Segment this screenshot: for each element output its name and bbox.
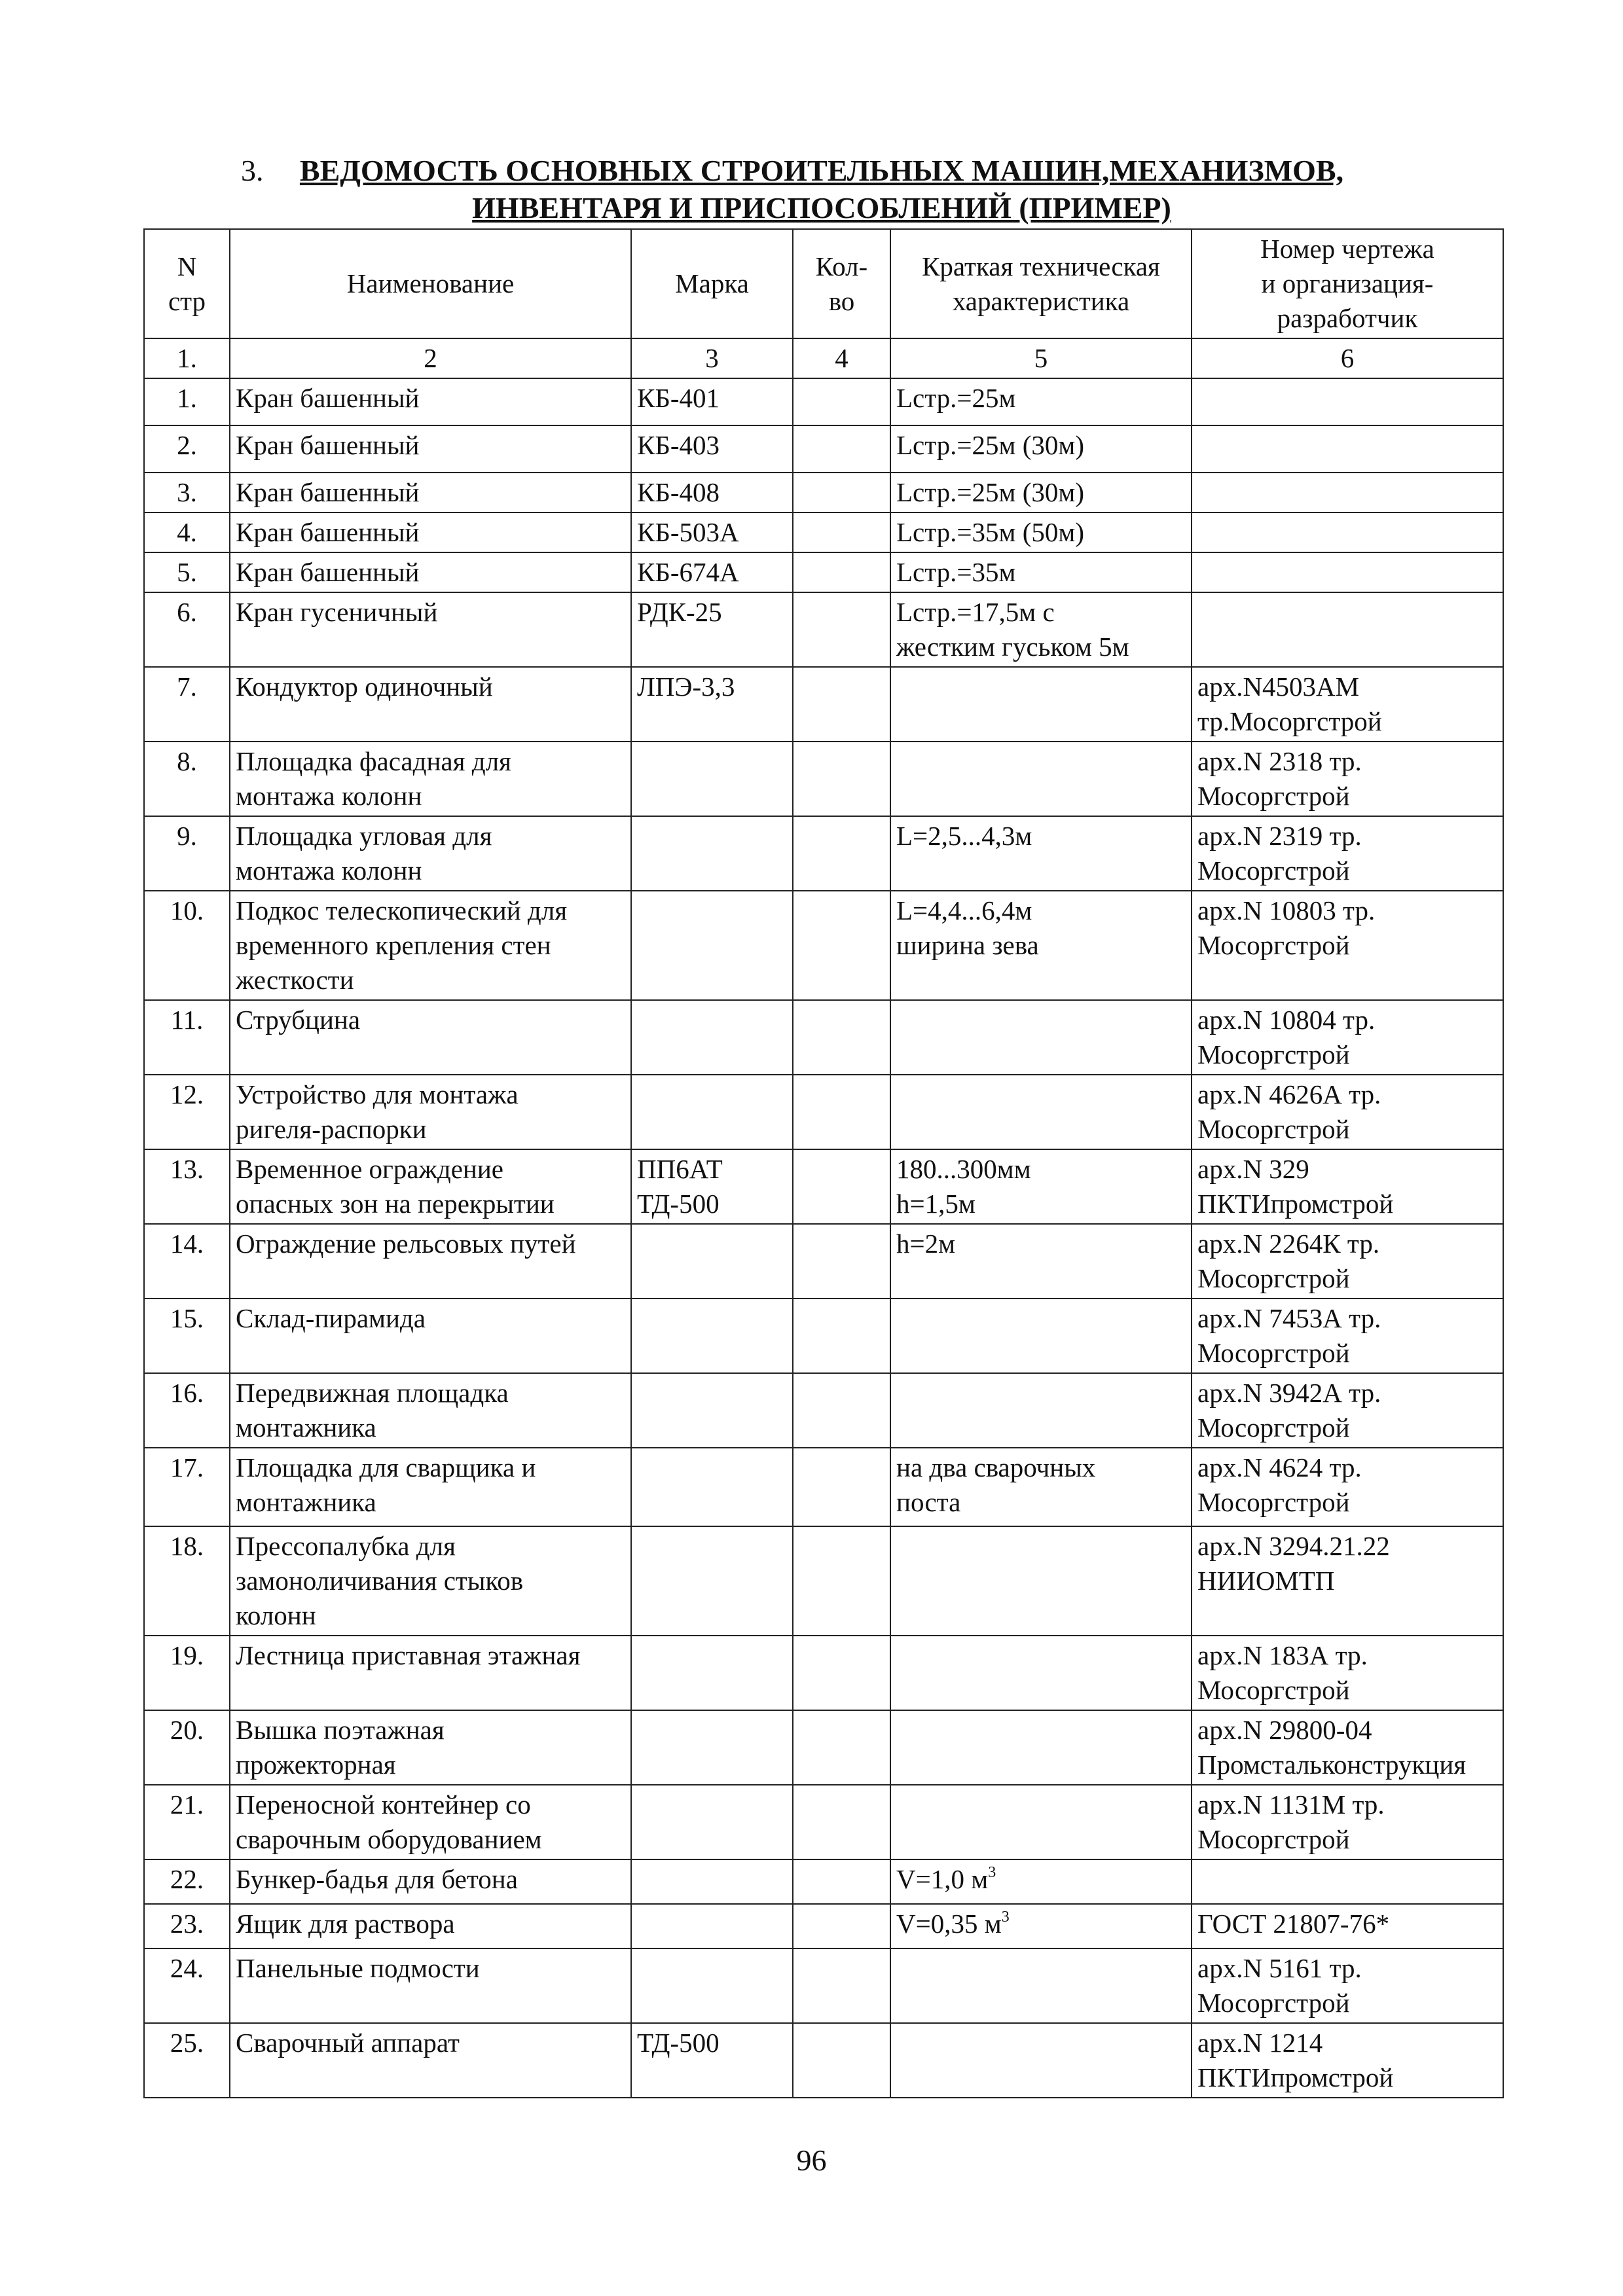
row-spec [890, 1000, 1192, 1075]
row-name: Временное ограждение опасных зон на перекрытии [230, 1149, 631, 1224]
column-number: 4 [793, 338, 890, 378]
table-body [144, 378, 1503, 2098]
row-spec [890, 1948, 1192, 2023]
table-row [144, 1224, 1503, 1299]
row-name: Передвижная площадка монтажника [230, 1373, 631, 1448]
row-mark [631, 816, 793, 891]
table-row [144, 1710, 1503, 1785]
row-number: 7. [144, 667, 230, 742]
row-name: Лестница приставная этажная [230, 1636, 631, 1710]
row-spec [890, 742, 1192, 816]
row-number: 11. [144, 1000, 230, 1075]
row-drawing [1192, 512, 1503, 552]
row-drawing: арх.N 5161 тр. Мосоргстрой [1192, 1948, 1503, 2023]
row-mark: ТД-500 [631, 2023, 793, 2098]
row-name: Кран гусеничный [230, 592, 631, 667]
row-name: Устройство для монтажа ригеля-распорки [230, 1075, 631, 1149]
row-name: Вышка поэтажная прожекторная [230, 1710, 631, 1785]
row-spec [890, 1785, 1192, 1859]
row-mark [631, 1859, 793, 1904]
row-name: Площадка для сварщика и монтажника [230, 1448, 631, 1526]
row-mark [631, 1636, 793, 1710]
row-name: Площадка фасадная для монтажа колонн [230, 742, 631, 816]
row-name: Переносной контейнер со сварочным оборудованием [230, 1785, 631, 1859]
row-drawing: арх.N 2319 тр. Мосоргстрой [1192, 816, 1503, 891]
row-number: 18. [144, 1526, 230, 1636]
row-qty [793, 1710, 890, 1785]
table-row [144, 2023, 1503, 2098]
row-drawing: арх.N 4624 тр. Мосоргстрой [1192, 1448, 1503, 1526]
row-mark: КБ-401 [631, 378, 793, 425]
row-qty [793, 1075, 890, 1149]
row-mark [631, 742, 793, 816]
row-mark [631, 1526, 793, 1636]
row-name: Склад-пирамида [230, 1299, 631, 1373]
row-mark [631, 1948, 793, 2023]
row-qty [793, 1785, 890, 1859]
row-name: Кран башенный [230, 552, 631, 592]
row-spec: 180...300мм h=1,5м [890, 1149, 1192, 1224]
row-mark: РДК-25 [631, 592, 793, 667]
row-name: Площадка угловая для монтажа колонн [230, 816, 631, 891]
row-drawing [1192, 592, 1503, 667]
row-spec: h=2м [890, 1224, 1192, 1299]
row-spec [890, 1075, 1192, 1149]
row-name: Подкос телескопический для временного крепления стен жесткости [230, 891, 631, 1000]
row-mark [631, 1710, 793, 1785]
row-spec [890, 1710, 1192, 1785]
unit-superscript: 3 [988, 1864, 996, 1882]
row-qty [793, 1224, 890, 1299]
table-row [144, 1785, 1503, 1859]
row-qty [793, 1299, 890, 1373]
table-row [144, 425, 1503, 473]
row-drawing [1192, 552, 1503, 592]
row-number: 4. [144, 512, 230, 552]
row-qty [793, 592, 890, 667]
header-qty: Кол- во [793, 229, 890, 338]
table-row [144, 1859, 1503, 1904]
row-name: Кондуктор одиночный [230, 667, 631, 742]
row-mark [631, 1224, 793, 1299]
row-name: Кран башенный [230, 512, 631, 552]
table-row [144, 1149, 1503, 1224]
row-spec: Lстр.=17,5м с жестким гуськом 5м [890, 592, 1192, 667]
table-row [144, 742, 1503, 816]
row-qty [793, 1149, 890, 1224]
column-number: 2 [230, 338, 631, 378]
row-drawing: арх.N 29800-04 Промстальконструкция [1192, 1710, 1503, 1785]
row-qty [793, 1448, 890, 1526]
row-spec [890, 1636, 1192, 1710]
row-drawing: арх.N 183А тр. Мосоргстрой [1192, 1636, 1503, 1710]
page-number: 96 [796, 2144, 827, 2177]
row-qty [793, 1904, 890, 1948]
row-qty [793, 1636, 890, 1710]
page-title [151, 152, 1493, 226]
row-qty [793, 1373, 890, 1448]
equipment-table [143, 228, 1504, 2098]
header-drawing: Номер чертежа и организация- разработчик [1192, 229, 1503, 338]
row-qty [793, 1526, 890, 1636]
table-row [144, 1904, 1503, 1948]
row-qty [793, 742, 890, 816]
unit-superscript: 3 [1001, 1909, 1010, 1926]
row-spec: на два сварочных поста [890, 1448, 1192, 1526]
row-number: 5. [144, 552, 230, 592]
row-name: Прессопалубка для замоноличивания стыков колонн [230, 1526, 631, 1636]
row-mark [631, 1785, 793, 1859]
row-spec [890, 667, 1192, 742]
column-number: 3 [631, 338, 793, 378]
row-number: 8. [144, 742, 230, 816]
row-spec: L=4,4...6,4м ширина зева [890, 891, 1192, 1000]
row-number: 14. [144, 1224, 230, 1299]
header-num: N стр [144, 229, 230, 338]
row-mark: КБ-674А [631, 552, 793, 592]
column-number: 1. [144, 338, 230, 378]
row-mark [631, 1000, 793, 1075]
table-header [144, 229, 1503, 378]
row-drawing: арх.N4503АМ тр.Мосоргстрой [1192, 667, 1503, 742]
row-number: 1. [144, 378, 230, 425]
row-mark: КБ-503А [631, 512, 793, 552]
row-qty [793, 667, 890, 742]
row-spec [890, 1526, 1192, 1636]
row-mark [631, 1299, 793, 1373]
row-drawing: арх.N 329 ПКТИпромстрой [1192, 1149, 1503, 1224]
row-number: 3. [144, 473, 230, 512]
row-drawing: арх.N 10804 тр. Мосоргстрой [1192, 1000, 1503, 1075]
row-number: 15. [144, 1299, 230, 1373]
row-qty [793, 378, 890, 425]
row-number: 10. [144, 891, 230, 1000]
row-number: 25. [144, 2023, 230, 2098]
table-row [144, 1373, 1503, 1448]
table-row [144, 667, 1503, 742]
row-spec: V=1,0 $м^3$ [890, 1859, 1192, 1904]
row-number: 22. [144, 1859, 230, 1904]
row-spec: Lстр.=25м (30м) [890, 425, 1192, 473]
row-name: Бункер-бадья для бетона [230, 1859, 631, 1904]
row-drawing: ГОСТ 21807-76* [1192, 1904, 1503, 1948]
column-number: 6 [1192, 338, 1503, 378]
row-name: Кран башенный [230, 425, 631, 473]
table-row [144, 512, 1503, 552]
row-qty [793, 816, 890, 891]
row-number: 21. [144, 1785, 230, 1859]
title-line-2: ИНВЕНТАРЯ И ПРИСПОСОБЛЕНИЙ (ПРИМЕР) [472, 191, 1171, 224]
row-qty [793, 1859, 890, 1904]
table-row [144, 816, 1503, 891]
row-spec [890, 2023, 1192, 2098]
row-mark [631, 891, 793, 1000]
row-qty [793, 512, 890, 552]
row-drawing: арх.N 1131М тр. Мосоргстрой [1192, 1785, 1503, 1859]
table-row [144, 552, 1503, 592]
row-drawing: арх.N 2264К тр. Мосоргстрой [1192, 1224, 1503, 1299]
table-row [144, 1000, 1503, 1075]
table-row [144, 1948, 1503, 2023]
section-number: 3. [241, 154, 264, 187]
table-row [144, 1299, 1503, 1373]
header-row [144, 229, 1503, 338]
row-qty [793, 473, 890, 512]
row-qty [793, 552, 890, 592]
row-number: 24. [144, 1948, 230, 2023]
row-drawing: арх.N 10803 тр. Мосоргстрой [1192, 891, 1503, 1000]
row-number: 23. [144, 1904, 230, 1948]
table-row [144, 592, 1503, 667]
row-name: Кран башенный [230, 378, 631, 425]
row-spec: Lстр.=35м (50м) [890, 512, 1192, 552]
row-spec: Lстр.=25м [890, 378, 1192, 425]
row-number: 17. [144, 1448, 230, 1526]
row-mark: КБ-403 [631, 425, 793, 473]
row-name: Панельные подмости [230, 1948, 631, 2023]
row-drawing: арх.N 1214 ПКТИпромстрой [1192, 2023, 1503, 2098]
row-qty [793, 425, 890, 473]
row-drawing: арх.N 2318 тр. Мосоргстрой [1192, 742, 1503, 816]
table-row [144, 473, 1503, 512]
row-drawing: арх.N 4626А тр. Мосоргстрой [1192, 1075, 1503, 1149]
column-number-row [144, 338, 1503, 378]
row-drawing [1192, 378, 1503, 425]
row-drawing: арх.N 7453А тр. Мосоргстрой [1192, 1299, 1503, 1373]
row-name: Кран башенный [230, 473, 631, 512]
table-row [144, 1526, 1503, 1636]
row-drawing [1192, 425, 1503, 473]
table-row [144, 1636, 1503, 1710]
row-spec: V=0,35 $м^3$ [890, 1904, 1192, 1948]
row-name: Струбцина [230, 1000, 631, 1075]
row-number: 19. [144, 1636, 230, 1710]
row-mark [631, 1448, 793, 1526]
table-row [144, 891, 1503, 1000]
table-row [144, 1075, 1503, 1149]
header-spec: Краткая техническая характеристика [890, 229, 1192, 338]
table-row [144, 378, 1503, 425]
row-number: 2. [144, 425, 230, 473]
row-number: 20. [144, 1710, 230, 1785]
row-qty [793, 1000, 890, 1075]
column-number: 5 [890, 338, 1192, 378]
row-spec: Lстр.=25м (30м) [890, 473, 1192, 512]
row-qty [793, 2023, 890, 2098]
header-mark: Марка [631, 229, 793, 338]
row-drawing: арх.N 3942А тр. Мосоргстрой [1192, 1373, 1503, 1448]
table-row [144, 1448, 1503, 1526]
row-drawing [1192, 473, 1503, 512]
row-spec: L=2,5...4,3м [890, 816, 1192, 891]
row-number: 6. [144, 592, 230, 667]
row-drawing [1192, 1859, 1503, 1904]
row-qty [793, 891, 890, 1000]
row-spec [890, 1373, 1192, 1448]
row-drawing: арх.N 3294.21.22 НИИОМТП [1192, 1526, 1503, 1636]
row-mark: ЛПЭ-3,3 [631, 667, 793, 742]
title-line-1: ВЕДОМОСТЬ ОСНОВНЫХ СТРОИТЕЛЬНЫХ МАШИН,МЕХАНИЗМОВ, [299, 154, 1344, 187]
row-qty [793, 1948, 890, 2023]
row-number: 13. [144, 1149, 230, 1224]
row-name: Ящик для раствора [230, 1904, 631, 1948]
row-mark: ПП6АТ ТД-500 [631, 1149, 793, 1224]
header-name: Наименование [230, 229, 631, 338]
row-number: 12. [144, 1075, 230, 1149]
row-number: 16. [144, 1373, 230, 1448]
row-mark [631, 1075, 793, 1149]
row-mark: КБ-408 [631, 473, 793, 512]
row-name: Сварочный аппарат [230, 2023, 631, 2098]
row-spec: Lстр.=35м [890, 552, 1192, 592]
row-mark [631, 1373, 793, 1448]
row-number: 9. [144, 816, 230, 891]
row-name: Ограждение рельсовых путей [230, 1224, 631, 1299]
row-mark [631, 1904, 793, 1948]
row-spec [890, 1299, 1192, 1373]
